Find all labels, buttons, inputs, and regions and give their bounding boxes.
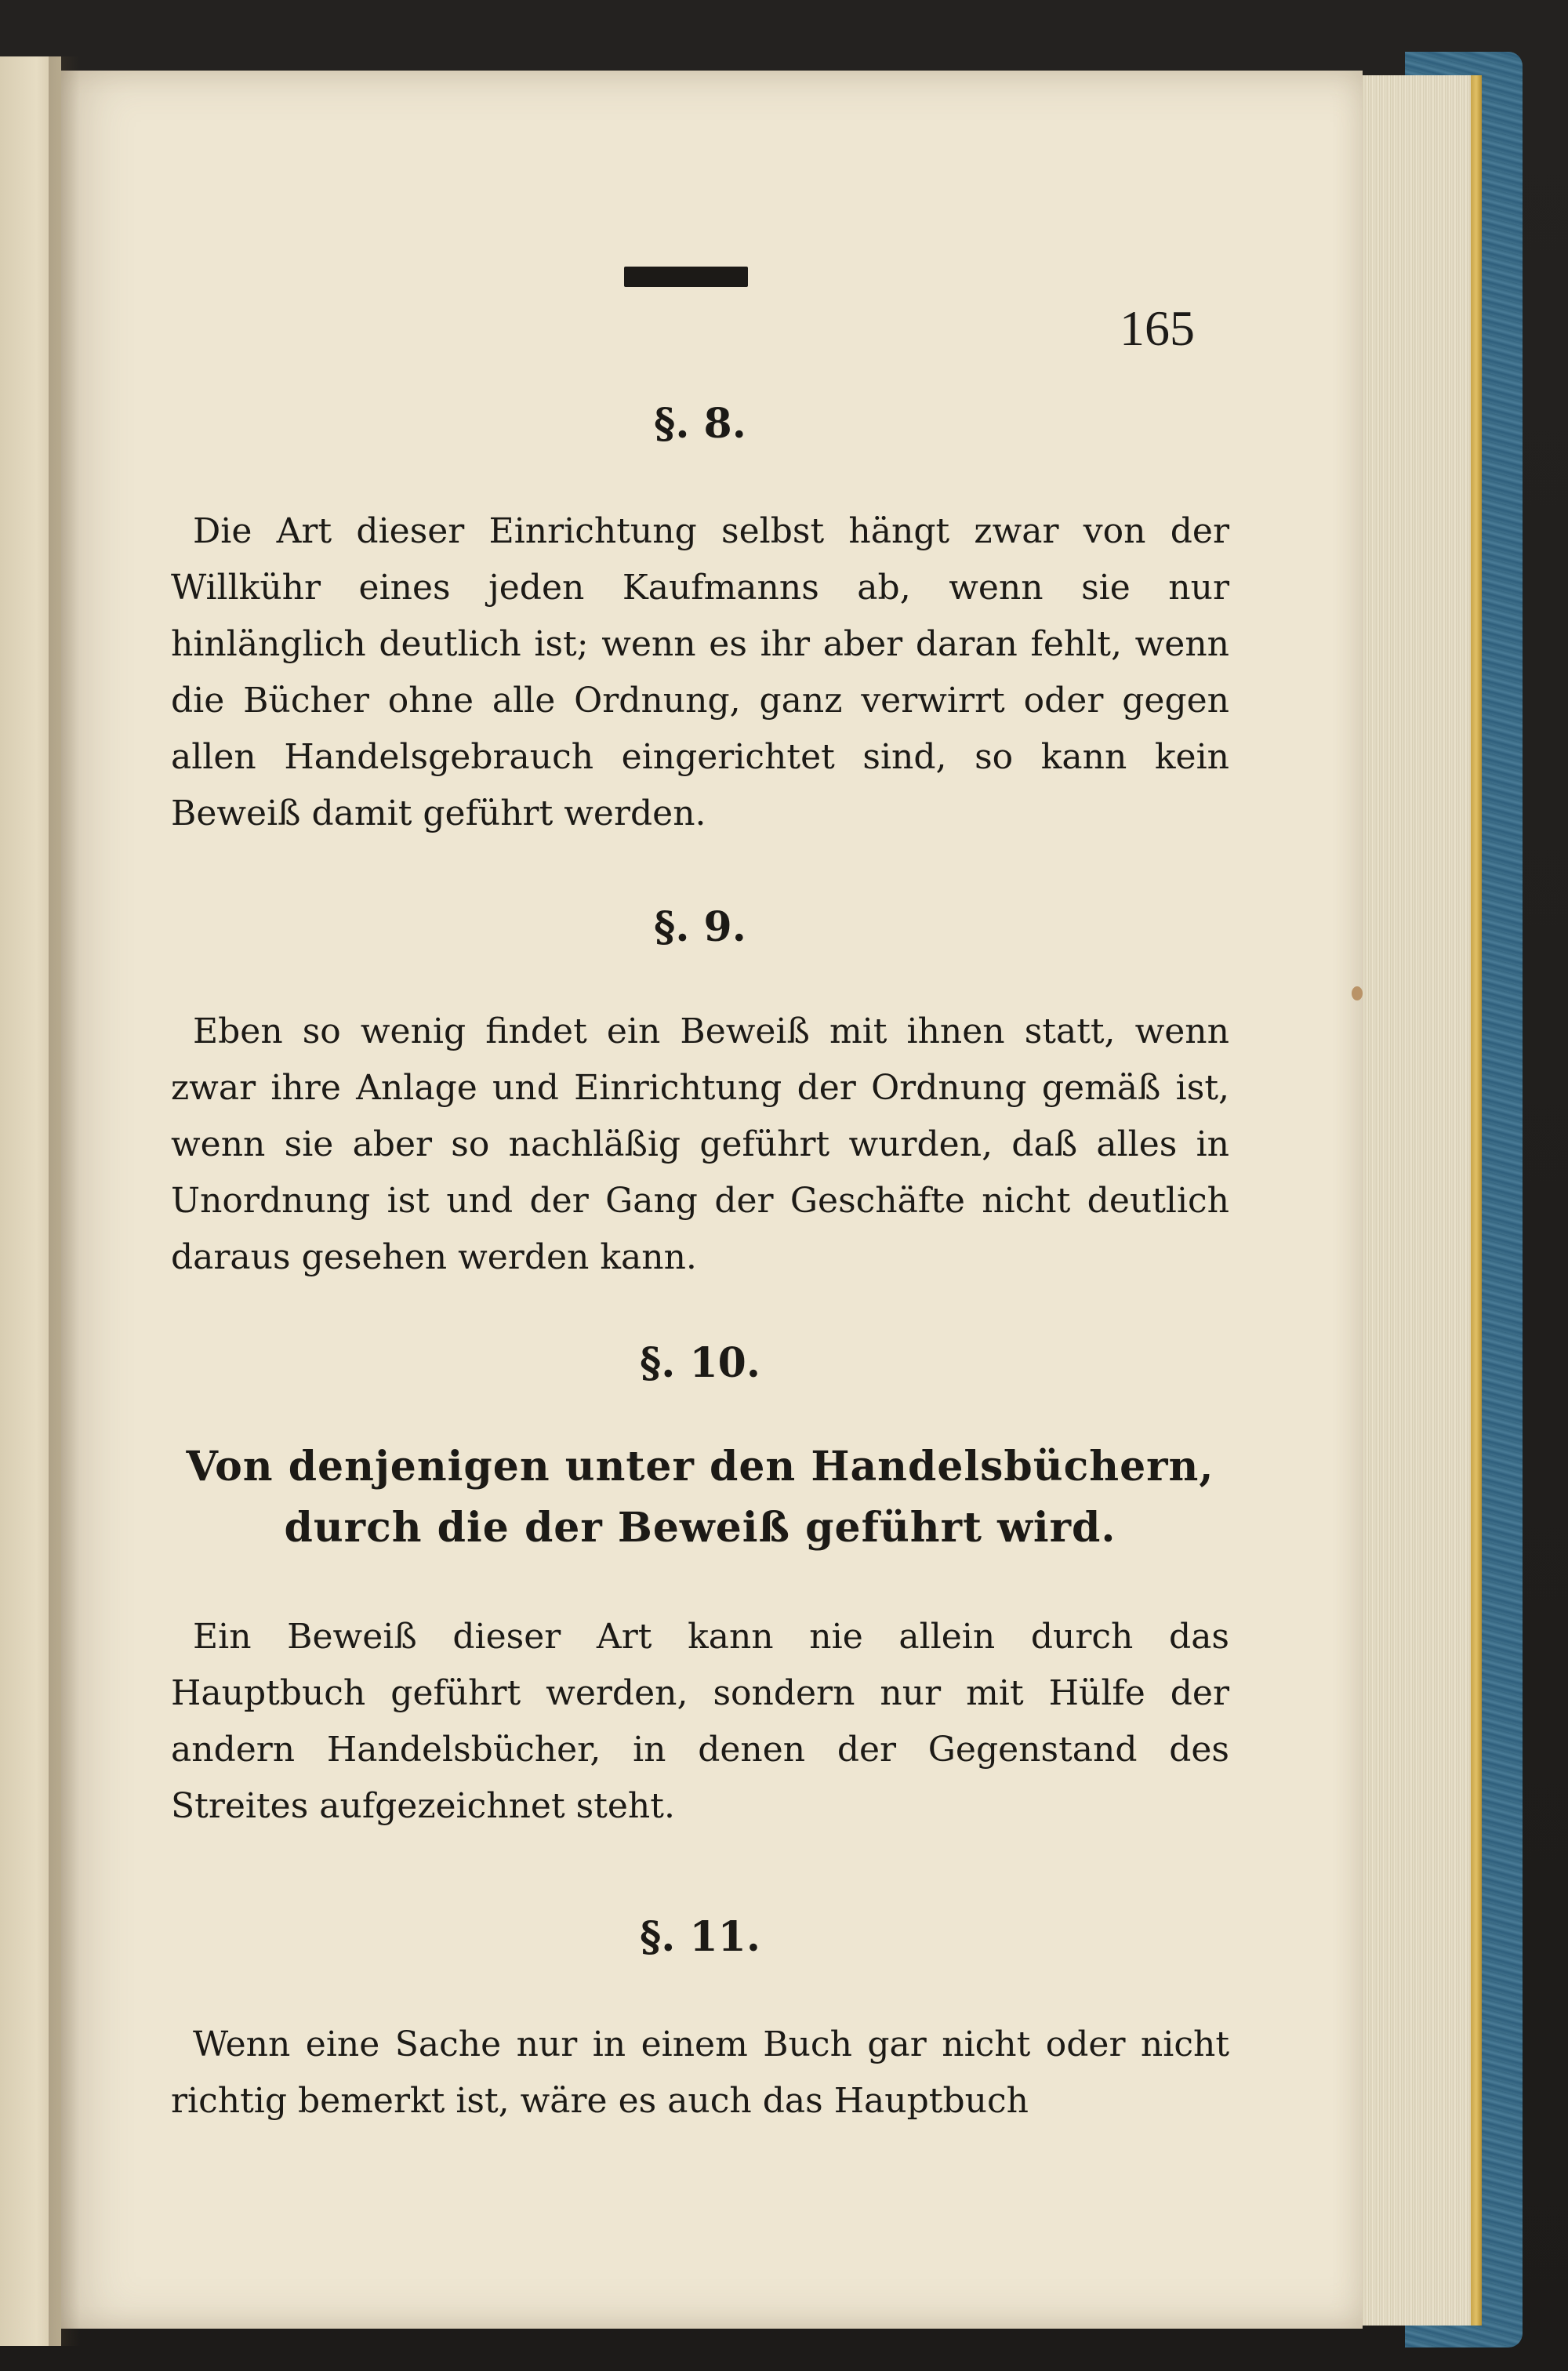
section-heading-10: Von denjenigen unter den Handelsbüchern, durch die der Beweiß geführt wird. [186,1443,1214,1552]
header-rule [624,267,748,287]
paragraph-10: Ein Beweiß dieser Art kann nie allein durch das Hauptbuch geführt werden, sondern nur mit Hülfe der andern Handelsbücher, in denen der Gegenstand des Streites aufgezeichnet steht. [171,1617,1229,1826]
paragraph-8: Die Art dieser Einrichtung selbst hängt zwar von der Willkühr eines jeden Kaufmanns ab, wenn sie nur hinlänglich deutlich ist; wenn es ihr aber daran fehlt, wenn die Bücher ohne alle Ordnung, ganz verwirrt oder gegen allen Handelsgebrauch eingerichtet sind, so kann kein Beweiß damit geführt werden. [171,511,1229,833]
paper-stain [1352,986,1363,1000]
page-number: 165 [1120,300,1195,356]
paragraph-9: Eben so wenig findet ein Beweiß mit ihnen statt, wenn zwar ihre Anlage und Einrichtung der Ordnung gemäß ist, wenn sie aber so nachläßig geführt wurden, daß alles in Unordnung ist und der Gang der Geschäfte nicht deutlich daraus gesehen werden kann. [171,1011,1229,1277]
section-mark-9: §. 9. [654,903,746,951]
page-edges [1347,75,1471,2326]
gutter-shadow [49,56,80,2346]
section-mark-11: §. 11. [640,1913,760,1961]
book-page [61,71,1363,2329]
section-mark-10: §. 10. [640,1339,760,1387]
paragraph-11: Wenn eine Sache nur in einem Buch gar nicht oder nicht richtig bemerkt ist, wäre es auch das Hauptbuch [171,2024,1229,2121]
section-mark-8: §. 8. [654,400,746,448]
